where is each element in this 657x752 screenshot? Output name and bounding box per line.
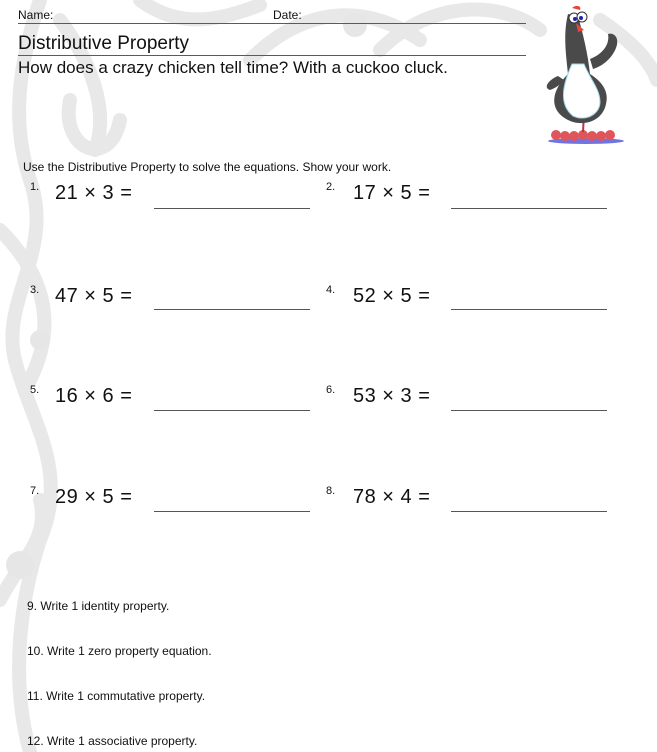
answer-line[interactable] xyxy=(451,208,607,209)
problem-number: 2. xyxy=(326,181,336,193)
problem-number: 3. xyxy=(30,284,40,296)
answer-line[interactable] xyxy=(451,511,607,512)
question-10: 10. Write 1 zero property equation. xyxy=(27,644,212,658)
problem-number: 4. xyxy=(326,284,336,296)
problem-number: 5. xyxy=(30,384,40,396)
problem-expression: 78 × 4 = xyxy=(353,486,431,508)
question-11: 11. Write 1 commutative property. xyxy=(27,689,206,703)
page-title: Distributive Property xyxy=(18,33,190,54)
instructions-text: Use the Distributive Property to solve the equations. Show your work. xyxy=(23,160,392,174)
problem-expression: 21 × 3 = xyxy=(55,182,133,204)
answer-line[interactable] xyxy=(154,511,310,512)
problem-number: 1. xyxy=(30,181,40,193)
date-label: Date: xyxy=(273,8,302,22)
chicken-illustration xyxy=(528,4,648,146)
problem-expression: 17 × 5 = xyxy=(353,182,431,204)
answer-line[interactable] xyxy=(154,309,310,310)
problem-expression: 53 × 3 = xyxy=(353,385,431,407)
answer-line[interactable] xyxy=(154,208,310,209)
answer-line[interactable] xyxy=(154,410,310,411)
question-9: 9. Write 1 identity property. xyxy=(27,599,170,613)
problem-number: 7. xyxy=(30,485,40,497)
joke-text: How does a crazy chicken tell time? With a cuckoo cluck. xyxy=(18,58,448,77)
problem-number: 6. xyxy=(326,384,336,396)
name-date-rule xyxy=(18,23,526,24)
problem-expression: 29 × 5 = xyxy=(55,486,133,508)
problem-expression: 47 × 5 = xyxy=(55,285,133,307)
problem-expression: 52 × 5 = xyxy=(353,285,431,307)
problem-expression: 16 × 6 = xyxy=(55,385,133,407)
question-12: 12. Write 1 associative property. xyxy=(27,734,198,748)
problem-number: 8. xyxy=(326,485,336,497)
title-rule xyxy=(18,55,526,56)
name-label: Name: xyxy=(18,8,54,22)
answer-line[interactable] xyxy=(451,309,607,310)
answer-line[interactable] xyxy=(451,410,607,411)
